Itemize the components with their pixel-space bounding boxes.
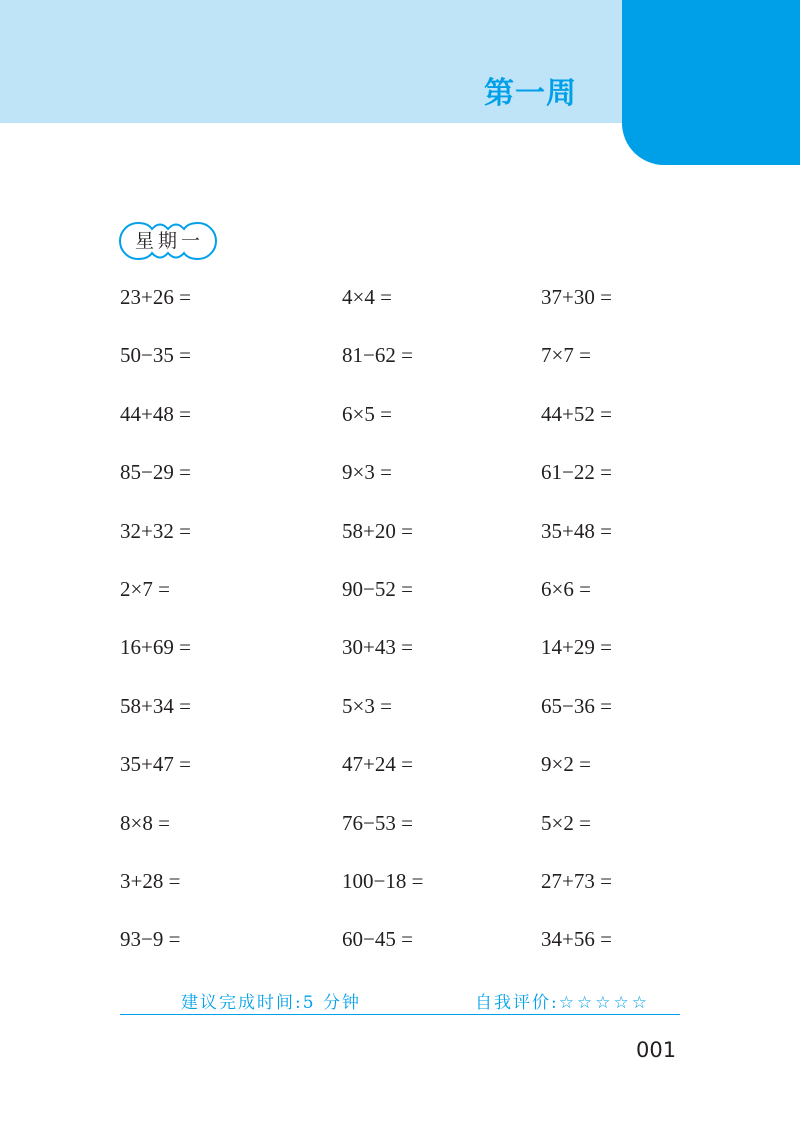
page-number: 001 (636, 1038, 677, 1062)
arithmetic-problem: 47+24 = (342, 752, 413, 776)
footer-divider (120, 1014, 680, 1015)
day-label: 星期一 (134, 230, 204, 252)
arithmetic-problem: 14+29 = (541, 635, 612, 659)
arithmetic-problem: 61−22 = (541, 460, 612, 484)
week-title: 第一周 (484, 76, 577, 111)
self-evaluation-label: 自我评价 (475, 993, 551, 1013)
arithmetic-problem: 34+56 = (541, 927, 612, 951)
arithmetic-problem: 44+52 = (541, 402, 612, 426)
arithmetic-problem: 6×6 = (541, 577, 591, 601)
rating-stars: ☆☆☆☆☆ (558, 993, 650, 1013)
arithmetic-problem: 81−62 = (342, 343, 413, 367)
arithmetic-problem: 16+69 = (120, 635, 191, 659)
arithmetic-problem: 76−53 = (342, 811, 413, 835)
arithmetic-problem: 3+28 = (120, 869, 181, 893)
arithmetic-problem: 7×7 = (541, 343, 591, 367)
arithmetic-problem: 60−45 = (342, 927, 413, 951)
arithmetic-problem: 8×8 = (120, 811, 170, 835)
arithmetic-problem: 30+43 = (342, 635, 413, 659)
suggested-time: 建议完成时间:5 分钟 (181, 993, 361, 1013)
self-evaluation: 自我评价:☆☆☆☆☆ (475, 993, 650, 1013)
arithmetic-problem: 5×3 = (342, 694, 392, 718)
arithmetic-problem: 65−36 = (541, 694, 612, 718)
arithmetic-problem: 23+26 = (120, 285, 191, 309)
arithmetic-problem: 58+20 = (342, 519, 413, 543)
arithmetic-problem: 32+32 = (120, 519, 191, 543)
arithmetic-problem: 6×5 = (342, 402, 392, 426)
arithmetic-problem: 5×2 = (541, 811, 591, 835)
arithmetic-problem: 100−18 = (342, 869, 424, 893)
arithmetic-problem: 4×4 = (342, 285, 392, 309)
arithmetic-problem: 35+47 = (120, 752, 191, 776)
arithmetic-problem: 37+30 = (541, 285, 612, 309)
arithmetic-problem: 93−9 = (120, 927, 181, 951)
arithmetic-problem: 44+48 = (120, 402, 191, 426)
arithmetic-problem: 9×2 = (541, 752, 591, 776)
arithmetic-problem: 90−52 = (342, 577, 413, 601)
arithmetic-problem: 85−29 = (120, 460, 191, 484)
suggested-time-value: 5 分钟 (302, 993, 361, 1013)
arithmetic-problem: 50−35 = (120, 343, 191, 367)
arithmetic-problem: 2×7 = (120, 577, 170, 601)
suggested-time-label: 建议完成时间 (181, 993, 295, 1013)
arithmetic-problem: 35+48 = (541, 519, 612, 543)
arithmetic-problem: 58+34 = (120, 694, 191, 718)
arithmetic-problem: 9×3 = (342, 460, 392, 484)
arithmetic-problem: 27+73 = (541, 869, 612, 893)
